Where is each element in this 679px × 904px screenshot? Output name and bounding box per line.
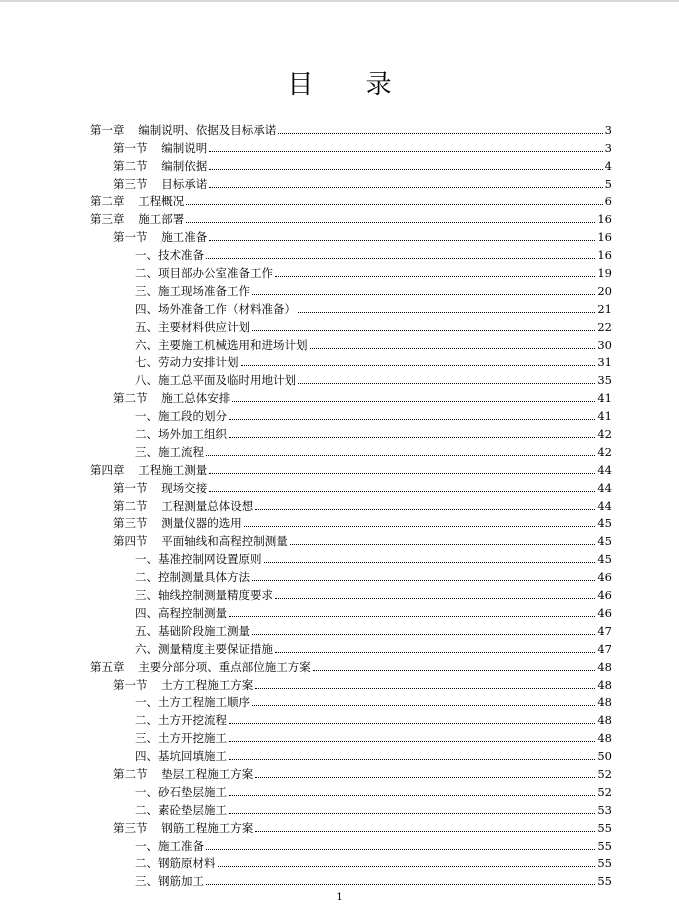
toc-entry-page: 44 xyxy=(597,480,612,495)
toc-entry[interactable] xyxy=(90,119,612,137)
toc-entry-number: 第一节 xyxy=(113,480,148,495)
toc-entry-title: 二、场外加工组织 xyxy=(135,427,227,442)
toc-entry[interactable] xyxy=(90,405,612,423)
dot-leader xyxy=(206,258,595,259)
toc-entry-page: 30 xyxy=(597,337,612,352)
toc-entry-page: 55 xyxy=(597,838,612,853)
toc-entry-title: 一、施工准备 xyxy=(135,838,204,853)
toc-entry-page: 3 xyxy=(604,122,612,137)
dot-leader xyxy=(229,723,595,724)
dot-leader xyxy=(206,849,595,850)
toc-entry[interactable] xyxy=(90,602,612,620)
dot-leader xyxy=(206,455,595,456)
dot-leader xyxy=(255,688,595,689)
toc-entry[interactable] xyxy=(90,620,612,638)
dot-leader xyxy=(229,795,595,796)
toc-entry[interactable] xyxy=(90,334,612,352)
toc-entry[interactable] xyxy=(90,817,612,835)
toc-entry-page: 48 xyxy=(597,677,612,692)
toc-entry[interactable] xyxy=(90,495,612,513)
toc-entry-title: 五、基础阶段施工测量 xyxy=(135,623,250,638)
toc-entry-number: 第二节 xyxy=(113,766,148,781)
toc-entry-title: 七、劳动力安排计划 xyxy=(135,355,239,370)
toc-entry-title: 四、高程控制测量 xyxy=(135,605,227,620)
toc-entry-title: 编制说明、依据及目标承诺 xyxy=(138,122,277,137)
toc-entry[interactable] xyxy=(90,763,612,781)
toc-entry-title: 二、土方开挖流程 xyxy=(135,713,227,728)
toc-entry-page: 41 xyxy=(597,409,612,424)
dot-leader xyxy=(206,884,595,885)
toc-entry-title: 工程施工测量 xyxy=(138,462,208,477)
toc-entry[interactable] xyxy=(90,566,612,584)
toc-entry-page: 44 xyxy=(597,498,612,513)
page-title: 目 录 xyxy=(287,70,414,100)
toc-entry[interactable] xyxy=(90,853,612,871)
dot-leader xyxy=(252,634,595,635)
dot-leader xyxy=(241,365,596,366)
dot-leader xyxy=(255,777,595,778)
dot-leader xyxy=(313,670,596,671)
toc-entry-number: 第四节 xyxy=(113,534,148,549)
toc-entry-page: 48 xyxy=(597,659,612,674)
dot-leader xyxy=(244,526,596,527)
toc-entry-title: 六、测量精度主要保证措施 xyxy=(135,641,273,656)
dot-leader xyxy=(252,705,595,706)
toc-entry-page: 16 xyxy=(597,212,612,227)
toc-entry-title: 八、施工总平面及临时用地计划 xyxy=(135,373,296,388)
dot-leader xyxy=(310,348,596,349)
dot-leader xyxy=(186,204,602,205)
toc-entry-title: 二、控制测量具体方法 xyxy=(135,570,250,585)
dot-leader xyxy=(209,169,602,170)
toc-entry[interactable] xyxy=(90,155,612,173)
dot-leader xyxy=(264,562,596,563)
toc-entry-title: 一、基准控制网设置原则 xyxy=(135,552,262,567)
toc-entry[interactable] xyxy=(90,459,612,477)
toc-entry-page: 46 xyxy=(597,588,612,603)
toc-entry-page: 3 xyxy=(604,140,612,155)
toc-entry-page: 55 xyxy=(597,856,612,871)
toc-entry-page: 20 xyxy=(597,283,612,298)
toc-entry[interactable] xyxy=(90,226,612,244)
toc-entry-page: 42 xyxy=(597,427,612,442)
toc-entry-number: 第一节 xyxy=(113,230,148,245)
dot-leader xyxy=(186,222,595,223)
toc-entry-title: 五、主要材料供应计划 xyxy=(135,319,250,334)
dot-leader xyxy=(278,133,602,134)
toc-entry-number: 第三节 xyxy=(113,176,148,191)
toc-entry-number: 第一节 xyxy=(113,140,148,155)
dot-leader xyxy=(255,831,595,832)
toc-entry-page: 6 xyxy=(604,194,612,209)
dot-leader xyxy=(232,401,595,402)
toc-entry-page: 47 xyxy=(597,641,612,656)
toc-entry-page: 50 xyxy=(597,749,612,764)
toc-entry-title: 一、砂石垫层施工 xyxy=(135,784,227,799)
toc-entry-page: 45 xyxy=(597,516,612,531)
dot-leader xyxy=(298,383,595,384)
dot-leader xyxy=(252,580,595,581)
toc-entry[interactable] xyxy=(90,137,612,155)
dot-leader xyxy=(209,491,595,492)
toc-entry-page: 19 xyxy=(597,266,612,281)
toc-entry-title: 二、钢筋原材料 xyxy=(135,856,216,871)
toc-entry-title: 垫层工程施工方案 xyxy=(161,766,254,781)
toc-entry-page: 16 xyxy=(597,230,612,245)
toc-entry-page: 48 xyxy=(597,713,612,728)
dot-leader xyxy=(218,866,596,867)
toc-entry-number: 第五章 xyxy=(90,659,125,674)
toc-entry[interactable] xyxy=(90,387,612,405)
dot-leader xyxy=(209,151,602,152)
toc-entry-title: 施工部署 xyxy=(138,212,185,227)
toc-entry-title: 二、项目部办公室准备工作 xyxy=(135,266,273,281)
toc-entry-title: 钢筋工程施工方案 xyxy=(161,820,254,835)
dot-leader xyxy=(252,294,595,295)
toc-entry-page: 4 xyxy=(604,158,612,173)
toc-entry[interactable] xyxy=(90,513,612,531)
toc-entry-page: 35 xyxy=(597,373,612,388)
toc-entry-number: 第二节 xyxy=(113,498,148,513)
toc-entry-page: 52 xyxy=(597,766,612,781)
toc-entry-page: 48 xyxy=(597,695,612,710)
dot-leader xyxy=(209,473,595,474)
toc-entry[interactable] xyxy=(90,674,612,692)
toc-entry-page: 21 xyxy=(597,301,612,316)
dot-leader xyxy=(252,330,595,331)
dot-leader xyxy=(275,652,595,653)
toc-entry-page: 41 xyxy=(597,391,612,406)
toc-entry-title: 目标承诺 xyxy=(161,176,208,191)
toc-entry-page: 55 xyxy=(597,874,612,889)
toc-entry[interactable] xyxy=(90,352,612,370)
toc-entry-page: 46 xyxy=(597,570,612,585)
toc-entry-title: 四、场外准备工作（材料准备） xyxy=(135,301,296,316)
toc-entry[interactable] xyxy=(90,692,612,710)
dot-leader xyxy=(229,419,595,420)
toc-entry-title: 土方工程施工方案 xyxy=(161,677,254,692)
toc-entry-title: 施工准备 xyxy=(161,230,208,245)
toc-entry[interactable] xyxy=(90,280,612,298)
toc-entry-page: 31 xyxy=(597,355,612,370)
toc-entry[interactable] xyxy=(90,584,612,602)
toc-entry[interactable] xyxy=(90,548,612,566)
toc-entry-title: 一、技术准备 xyxy=(135,248,204,263)
table-of-contents xyxy=(90,119,612,888)
toc-entry[interactable] xyxy=(90,799,612,817)
toc-entry[interactable] xyxy=(90,316,612,334)
toc-entry-number: 第二节 xyxy=(113,158,148,173)
toc-entry-title: 三、施工流程 xyxy=(135,444,204,459)
dot-leader xyxy=(275,598,595,599)
toc-entry-title: 三、土方开挖施工 xyxy=(135,731,227,746)
toc-entry[interactable] xyxy=(90,656,612,674)
dot-leader xyxy=(209,240,595,241)
dot-leader xyxy=(229,813,595,814)
toc-entry-page: 44 xyxy=(597,462,612,477)
toc-entry-page: 16 xyxy=(597,248,612,263)
toc-entry[interactable] xyxy=(90,727,612,745)
toc-entry-title: 二、素砼垫层施工 xyxy=(135,802,227,817)
toc-entry-title: 四、基坑回填施工 xyxy=(135,749,227,764)
toc-entry-number: 第一节 xyxy=(113,677,148,692)
top-border-line xyxy=(0,0,679,2)
toc-entry[interactable] xyxy=(90,191,612,209)
dot-leader xyxy=(255,509,595,510)
dot-leader xyxy=(298,312,595,313)
toc-entry-title: 一、施工段的划分 xyxy=(135,409,227,424)
toc-entry-title: 测量仪器的选用 xyxy=(161,516,242,531)
toc-entry-title: 平面轴线和高程控制测量 xyxy=(161,534,288,549)
toc-entry[interactable] xyxy=(90,173,612,191)
toc-entry-title: 三、钢筋加工 xyxy=(135,874,204,889)
toc-entry-number: 第三章 xyxy=(90,212,125,227)
toc-entry[interactable] xyxy=(90,369,612,387)
dot-leader xyxy=(275,276,595,277)
dot-leader xyxy=(229,759,595,760)
dot-leader xyxy=(229,616,595,617)
toc-entry[interactable] xyxy=(90,298,612,316)
toc-entry-title: 编制说明 xyxy=(161,140,208,155)
toc-entry-page: 52 xyxy=(597,784,612,799)
toc-entry-title: 工程概况 xyxy=(138,194,185,209)
toc-entry[interactable] xyxy=(90,638,612,656)
toc-entry[interactable] xyxy=(90,709,612,727)
toc-entry-title: 六、主要施工机械选用和进场计划 xyxy=(135,337,308,352)
toc-entry[interactable] xyxy=(90,870,612,888)
toc-entry-number: 第三节 xyxy=(113,516,148,531)
toc-entry-number: 第二节 xyxy=(113,391,148,406)
toc-entry-title: 三、施工现场准备工作 xyxy=(135,283,250,298)
toc-entry[interactable] xyxy=(90,423,612,441)
toc-entry[interactable] xyxy=(90,262,612,280)
toc-entry-number: 第一章 xyxy=(90,122,125,137)
toc-entry-title: 三、轴线控制测量精度要求 xyxy=(135,588,273,603)
toc-entry-title: 工程测量总体设想 xyxy=(161,498,254,513)
toc-entry[interactable] xyxy=(90,441,612,459)
toc-entry[interactable] xyxy=(90,208,612,226)
toc-entry-page: 5 xyxy=(604,176,612,191)
toc-entry[interactable] xyxy=(90,781,612,799)
toc-entry[interactable] xyxy=(90,244,612,262)
toc-entry-page: 45 xyxy=(597,534,612,549)
toc-entry-page: 47 xyxy=(597,623,612,638)
toc-entry-number: 第二章 xyxy=(90,194,125,209)
dot-leader xyxy=(229,437,595,438)
toc-entry-page: 45 xyxy=(597,552,612,567)
toc-entry[interactable] xyxy=(90,530,612,548)
page-number: 1 xyxy=(336,892,343,903)
toc-entry[interactable] xyxy=(90,477,612,495)
toc-entry-title: 施工总体安排 xyxy=(161,391,231,406)
toc-entry-page: 53 xyxy=(597,802,612,817)
toc-entry[interactable] xyxy=(90,835,612,853)
toc-entry-number: 第四章 xyxy=(90,462,125,477)
toc-entry-number: 第三节 xyxy=(113,820,148,835)
toc-entry-title: 现场交接 xyxy=(161,480,208,495)
toc-entry[interactable] xyxy=(90,745,612,763)
dot-leader xyxy=(290,544,596,545)
toc-entry-title: 一、土方工程施工顺序 xyxy=(135,695,250,710)
dot-leader xyxy=(229,741,595,742)
toc-entry-page: 55 xyxy=(597,820,612,835)
toc-entry-title: 编制依据 xyxy=(161,158,208,173)
toc-entry-page: 42 xyxy=(597,444,612,459)
toc-entry-page: 46 xyxy=(597,605,612,620)
dot-leader xyxy=(209,187,602,188)
toc-entry-page: 22 xyxy=(597,319,612,334)
toc-entry-page: 48 xyxy=(597,731,612,746)
toc-entry-title: 主要分部分项、重点部位施工方案 xyxy=(138,659,311,674)
